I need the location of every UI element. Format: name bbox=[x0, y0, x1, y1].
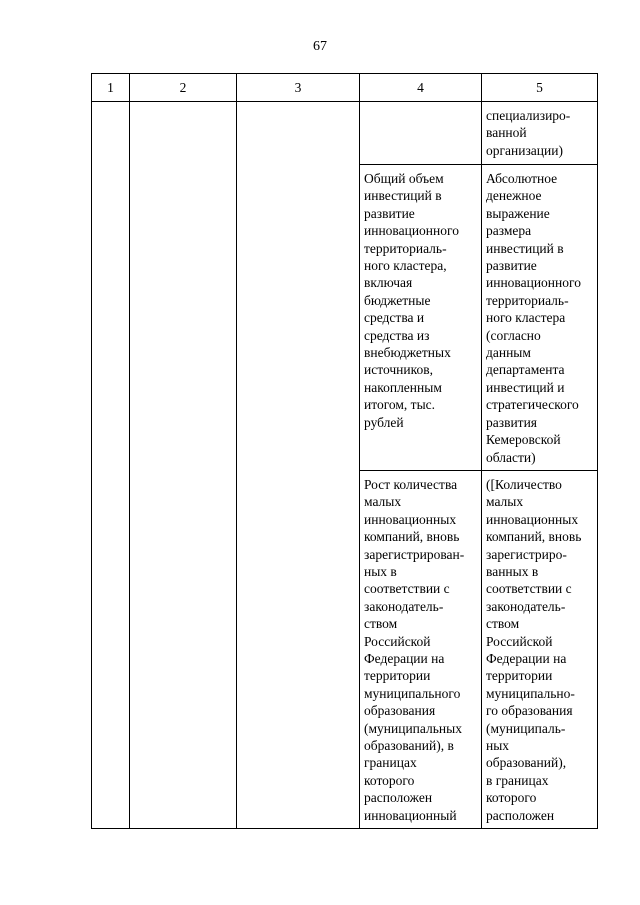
header-cell-1: 1 bbox=[92, 74, 130, 102]
header-cell-5: 5 bbox=[482, 74, 598, 102]
document-table bbox=[91, 73, 598, 829]
header-cell-3: 3 bbox=[237, 74, 360, 102]
header-cell-2: 2 bbox=[130, 74, 237, 102]
indicator-name-text: Общий объем инвестиций в развитие инновационного территориаль- ного кластера, включая бюджетные средства и средства из внебюджетных источников, накопленным итогом, тыс. рублей bbox=[364, 171, 459, 430]
table-cell-col5 bbox=[482, 102, 598, 165]
indicator-method-text: ([Количество малых инновационных компаний, вновь зарегистриро- ванных в соответствии с законодатель- ством Российской Федерации на территории муниципально- го образования (муниципаль- ных образований), в границах которого расположен bbox=[486, 476, 582, 823]
table-cell-col5 bbox=[482, 470, 598, 828]
cell-text bbox=[360, 102, 481, 111]
table-cell-col2 bbox=[130, 102, 237, 829]
table-row bbox=[92, 102, 598, 165]
indicator-name-text: Рост количества малых инновационных компаний, вновь зарегистрирован- ных в соответствии с законодатель- ством Российской Федерации на территории муниципального образования (муниципальных образований), в границах которого расположен инновационный bbox=[364, 476, 465, 823]
page-number: 67 bbox=[313, 39, 327, 54]
table-cell-col4 bbox=[360, 470, 482, 828]
table-cell-col4 bbox=[360, 165, 482, 471]
indicator-method-text: Абсолютное денежное выражение размера инвестиций в развитие инновационного территориаль- ного кластера (согласно данным департамента инвестиций и стратегического развития Кемеровской области) bbox=[486, 171, 581, 465]
cell-text: специализиро- ванной организации) bbox=[486, 108, 571, 158]
table-cell-col5 bbox=[482, 165, 598, 471]
header-cell-4: 4 bbox=[360, 74, 482, 102]
table-cell-col1 bbox=[92, 102, 130, 829]
table-cell-col4 bbox=[360, 102, 482, 165]
table-header-row bbox=[92, 74, 598, 102]
table-cell-col3 bbox=[237, 102, 360, 829]
